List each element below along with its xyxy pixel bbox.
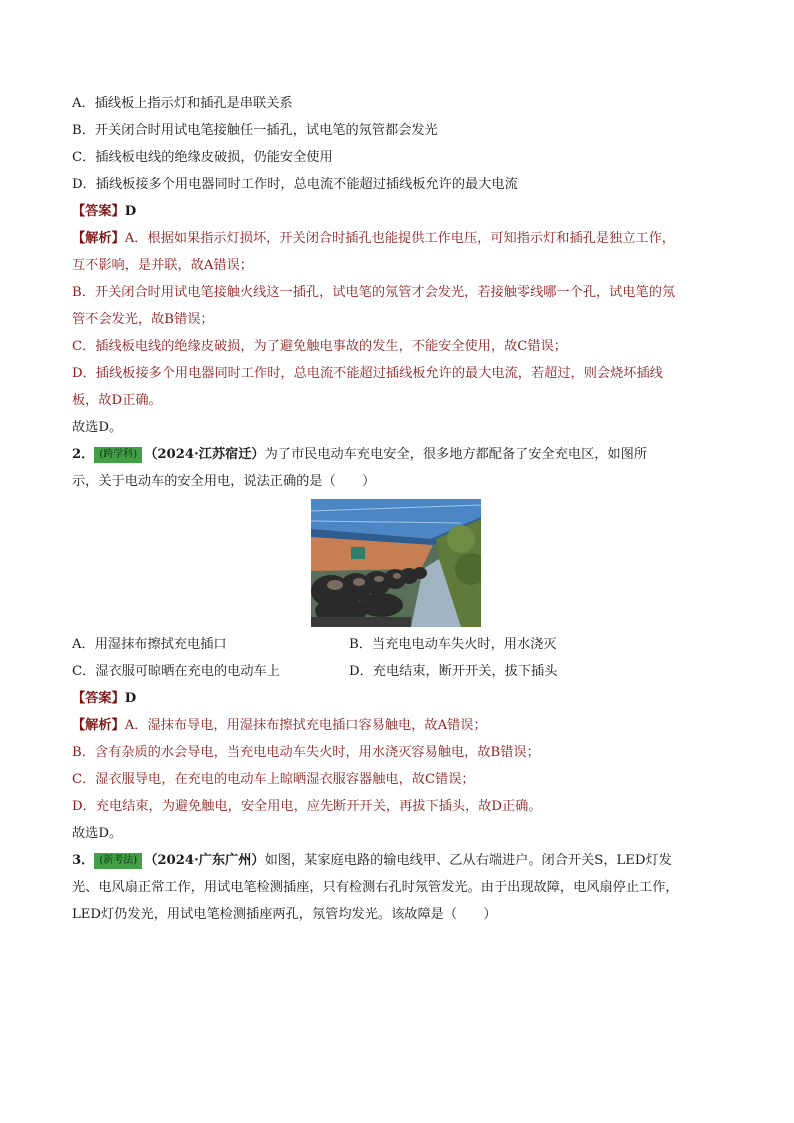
q2-option-d: D．充电结束，断开开关，拔下插头 [349,664,558,679]
question-number: 3． [72,853,95,868]
question-number: 2． [72,447,95,462]
q1-analysis-line-6: D．插线板接多个用电器同时工作时，总电流不能超过插线板允许的最大电流，若超过，则会烧坏插线 [72,366,663,381]
q2-analysis-line-2: B．含有杂质的水会导电，当充电电动车失火时，用水浇灭容易触电，故B错误； [72,745,540,760]
q1-option-d: D．插线板接多个用电器同时工作时，总电流不能超过插线板允许的最大电流 [72,177,518,192]
q2-stem-line-1 [72,441,727,468]
analysis-text: A．根据如果指示灯损坏，开关闭合时插孔也能提供工作电压，可知指示灯和插孔是独立工作， [124,231,675,246]
q2-analysis-line-3: C．湿衣服导电，在充电的电动车上晾晒湿衣服容器触电，故C错误； [72,772,475,787]
q2-stem-line-2: 示，关于电动车的安全用电，说法正确的是（ ） [72,474,376,489]
answer-value: D [124,204,137,219]
q1-analysis-line-5: C．插线板电线的绝缘皮破损，为了避免触电事故的发生，不能安全使用，故C错误； [72,339,567,354]
q2-options-row-2 [72,658,727,685]
q3-stem-line-2: 光、电风扇正常工作，用试电笔检测插座，只有检测右孔时氖管发光。由于出现故障，电风扇停止工作， [72,880,679,895]
q1-answer [72,198,727,225]
question-stem: 如图，某家庭电路的输电线甲、乙从右端进户。闭合开关S，LED灯发 [264,853,672,868]
q2-conclusion: 故选D。 [72,826,123,841]
category-tag: (跨学科) [94,447,142,463]
answer-label: 【答案】 [72,691,125,706]
analysis-label: 【解析】 [72,231,125,246]
question-source: （2024·广东广州） [144,853,265,868]
q2-option-b: B．当充电电动车失火时，用水浇灭 [349,637,557,652]
q1-analysis-line-4: 管不会发光，故B错误； [72,312,214,327]
q1-analysis-line-7: 板，故D正确。 [72,393,162,408]
q2-analysis-line-1 [72,712,727,739]
question-stem: 为了市民电动车充电安全，很多地方都配备了安全充电区，如图所 [264,447,648,462]
q1-option-c: C．插线板电线的绝缘皮破损，仍能安全使用 [72,150,333,165]
q3-stem-line-3: LED灯仍发光，用试电笔检测插座两孔，氖管均发光。该故障是（ ） [72,907,497,922]
charging-shed-image [311,499,481,627]
q2-option-a: A．用湿抹布擦拭充电插口 [72,637,227,652]
q3-stem-line-1 [72,847,727,874]
answer-label: 【答案】 [72,204,125,219]
q2-answer [72,685,727,712]
q1-analysis-line-2: 互不影响，是并联，故A错误； [72,258,253,273]
analysis-text: A．湿抹布导电，用湿抹布擦拭充电插口容易触电，故A错误； [124,718,487,733]
answer-value: D [124,691,137,706]
q2-analysis-line-4: D．充电结束，为避免触电，安全用电，应先断开开关，再拔下插头，故D正确。 [72,799,542,814]
analysis-label: 【解析】 [72,718,125,733]
q1-option-b: B．开关闭合时用试电笔接触任一插孔，试电笔的氖管都会发光 [72,123,438,138]
question-source: （2024·江苏宿迁） [144,447,265,462]
q1-analysis-line-1 [72,225,727,252]
q2-option-c: C．湿衣服可晾晒在充电的电动车上 [72,664,280,679]
charging-area-photo [311,499,481,627]
category-tag: (新考法) [94,853,142,869]
q2-options-row-1 [72,631,727,658]
document-page [72,90,727,928]
q1-option-a: A．插线板上指示灯和插孔是串联关系 [72,96,293,111]
q1-conclusion: 故选D。 [72,420,123,435]
q1-analysis-line-3: B．开关闭合时用试电笔接触火线这一插孔，试电笔的氖管才会发光，若接触零线哪一个孔，试电笔的氖 [72,285,676,300]
